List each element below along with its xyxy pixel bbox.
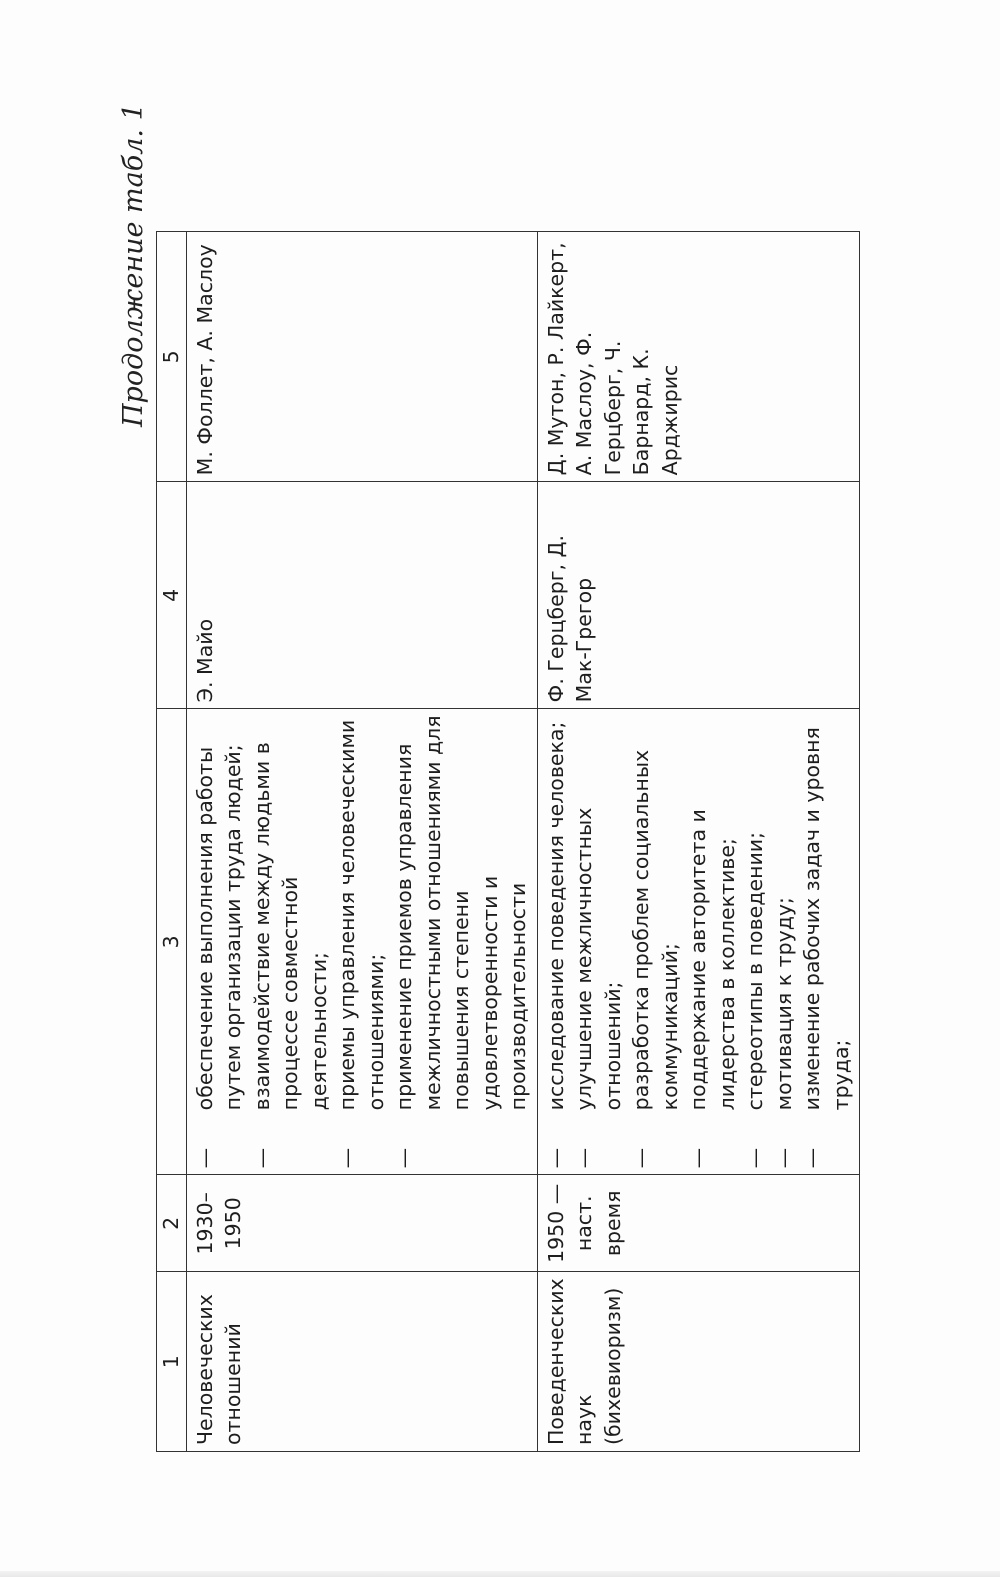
header-cell-2: 2 <box>157 1175 187 1272</box>
list-item: — изменение рабочих задач и уровня труда; <box>798 715 855 1168</box>
authors-cell-5: Д. Мутон, Р. Лайкерт, А. Маслоу, Ф. Герцберг, Ч. Барнард, К. Арджирис <box>537 232 860 482</box>
table-row <box>186 232 537 1452</box>
list-item: — улучшение межличностных отношений; <box>570 715 627 1168</box>
list-item: — исследование поведения человека; <box>542 715 571 1168</box>
tasks-cell <box>537 709 860 1175</box>
header-cell-1: 1 <box>157 1272 187 1452</box>
list-item: — взаимодействие между людьми в процессе совместной деятельности; <box>248 715 334 1168</box>
header-row <box>157 232 187 1452</box>
school-cell: Поведенческих наук (бихевиоризм) <box>537 1272 860 1452</box>
header-cell-5: 5 <box>157 232 187 482</box>
authors-cell-5: М. Фоллет, А. Маслоу <box>186 232 537 482</box>
tasks-list <box>542 715 856 1168</box>
schools-table <box>156 231 860 1452</box>
page-bottom-edge <box>0 1571 1000 1577</box>
authors-cell-4: Э. Майо <box>186 482 537 709</box>
tasks-cell <box>186 709 537 1175</box>
period-cell: 1930–1950 <box>186 1175 537 1272</box>
authors-cell-4: Ф. Герцберг, Д. Мак-Грегор <box>537 482 860 709</box>
table-caption: Продолжение табл. 1 <box>118 103 149 427</box>
table-row <box>537 232 860 1452</box>
header-cell-3: 3 <box>157 709 187 1175</box>
list-item: — применение приемов управления межличностными отношениями для повышения степени удовлетворенности и производительности <box>390 715 533 1168</box>
period-cell: 1950 — наст. время <box>537 1175 860 1272</box>
school-cell: Человеческих отношений <box>186 1272 537 1452</box>
list-item: — разработка проблем социальных коммуникаций; <box>627 715 684 1168</box>
tasks-list <box>191 715 533 1168</box>
header-cell-4: 4 <box>157 482 187 709</box>
list-item: — приемы управления человеческими отношениями; <box>333 715 390 1168</box>
list-item: — обеспечение выполнения работы путем организации труда людей; <box>191 715 248 1168</box>
list-item: — поддержание авторитета и лидерства в коллективе; <box>684 715 741 1168</box>
list-item: — стереотипы в поведении; <box>741 715 770 1168</box>
list-item: — мотивация к труду; <box>770 715 799 1168</box>
